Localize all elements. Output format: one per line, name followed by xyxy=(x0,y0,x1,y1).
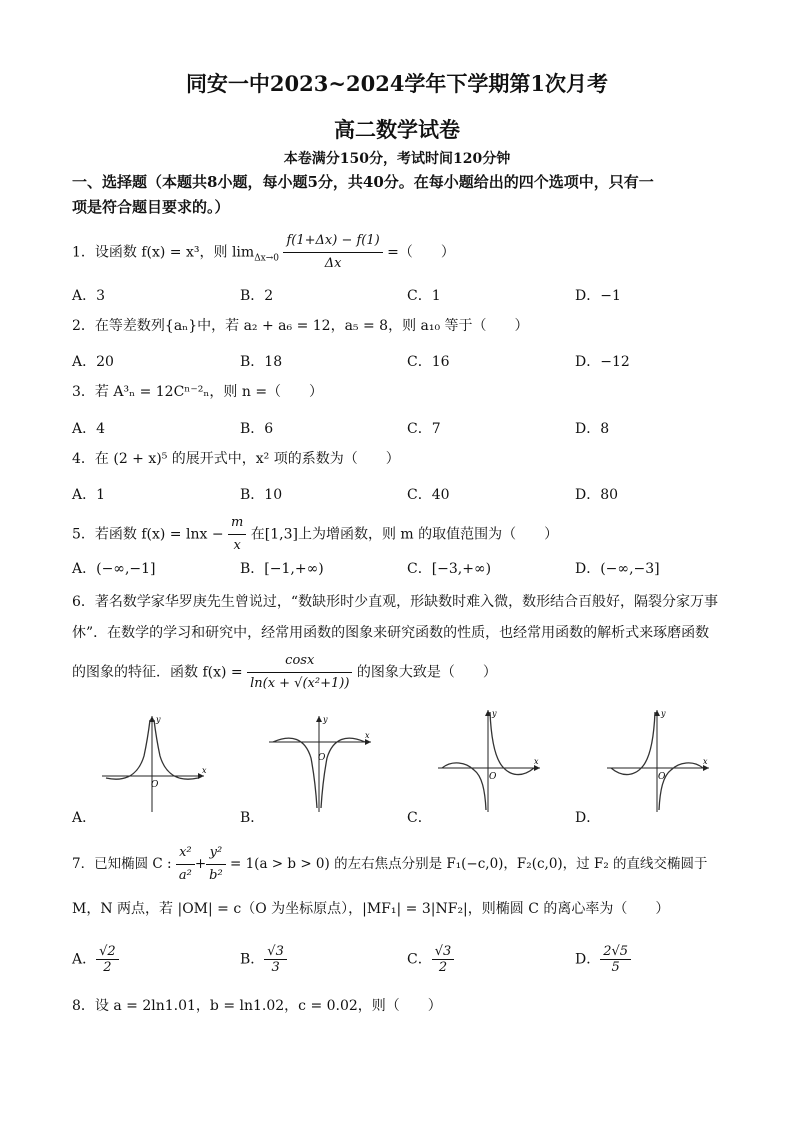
q2-option-c[interactable]: C．16 xyxy=(407,354,450,370)
q6-graph-d[interactable] xyxy=(603,706,715,816)
question-7-line2: M，N 两点，若 |OM| = c（O 为坐标原点），|MF₁| = 3|NF₂|，则椭圆 C 的离心率为（ ） xyxy=(72,901,670,917)
y-arrow-icon xyxy=(316,716,322,722)
q4-option-c[interactable]: C．40 xyxy=(407,487,450,503)
q1-fraction xyxy=(283,230,382,275)
exam-title: 同安一中2023~2024学年下学期第1次月考 xyxy=(185,71,609,96)
q1-option-c[interactable]: C．1 xyxy=(407,288,441,304)
q1-option-a[interactable]: A．3 xyxy=(72,288,106,304)
question-5 xyxy=(72,512,732,557)
question-6-line3 xyxy=(72,650,732,695)
x-label: x xyxy=(202,766,207,775)
q5-suffix: 在[1,3]上为增函数，则 m 的取值范围为（ ） xyxy=(250,526,559,543)
q7-c-label: C． xyxy=(407,951,432,968)
q7-option-a[interactable] xyxy=(72,944,119,975)
q7-d-fraction xyxy=(600,944,631,975)
q7-fraction-y xyxy=(206,842,226,887)
q6-num: cosx xyxy=(247,650,352,673)
q7-a-fraction xyxy=(96,944,119,975)
q7-b-num: √3 xyxy=(264,944,287,960)
question-8: 8．设 a = 2ln1.01，b = ln1.02，c = 0.02，则（ ） xyxy=(72,998,442,1014)
origin-label: O xyxy=(489,772,497,782)
q7-den2: b² xyxy=(209,868,223,883)
q7-prefix: 7．已知椭圆 C : xyxy=(72,856,172,872)
origin-label: O xyxy=(658,772,666,782)
q5-option-d[interactable]: D．(−∞,−3] xyxy=(575,561,660,577)
q7-c-num: √3 xyxy=(432,944,455,960)
y-label: y xyxy=(323,715,328,724)
curve-right xyxy=(154,720,198,779)
curve-left xyxy=(611,712,655,775)
q6-graph-c[interactable] xyxy=(434,706,546,816)
curve-left xyxy=(273,738,317,808)
q5-num: m xyxy=(228,512,246,535)
q7-d-den: 5 xyxy=(611,960,620,975)
q7-d-num: 2√5 xyxy=(600,944,631,960)
q5-option-b[interactable]: B．[−1,+∞) xyxy=(240,561,324,577)
q6-option-c[interactable]: C． xyxy=(407,810,432,826)
q1-num: f(1+Δx) − f(1) xyxy=(283,230,382,253)
q7-option-c[interactable] xyxy=(407,944,454,975)
q3-option-a[interactable]: A．4 xyxy=(72,421,106,437)
q7-fraction-x xyxy=(176,842,195,887)
q7-option-d[interactable] xyxy=(575,944,631,975)
curve-right xyxy=(659,763,703,810)
question-6-line1: 6．著名数学家华罗庚先生曾说过，“数缺形时少直观，形缺数时难入微，数形结合百般好，隔裂分家万事 xyxy=(72,594,719,610)
q7-num1: x² xyxy=(176,842,195,865)
q7-option-b[interactable] xyxy=(240,944,287,975)
q5-option-a[interactable]: A．(−∞,−1] xyxy=(72,561,156,577)
q7-b-fraction xyxy=(264,944,287,975)
q5-prefix: 5．若函数 f(x) = lnx − xyxy=(72,526,224,543)
q7-a-label: A． xyxy=(72,951,97,968)
question-1 xyxy=(72,230,732,275)
curve-left xyxy=(106,720,150,779)
q1-limit-sub: Δx→0 xyxy=(254,253,280,264)
curve-right xyxy=(321,738,365,808)
q6-suffix: 的图象大致是（ ） xyxy=(356,664,497,681)
q4-option-b[interactable]: B．10 xyxy=(240,487,283,503)
q7-c-den: 2 xyxy=(438,960,448,975)
q7-a-den: 2 xyxy=(103,960,112,975)
origin-label: O xyxy=(318,753,326,763)
q6-graph-a[interactable] xyxy=(98,712,210,816)
q6-graph-b[interactable] xyxy=(265,712,377,816)
curve-right xyxy=(490,712,534,775)
question-7-line1 xyxy=(72,842,732,887)
q7-b-den: 3 xyxy=(271,960,280,975)
question-6-line2: 休”．在数学的学习和研究中，经常用函数的图象来研究函数的性质，也经常用函数的解析式来琢磨函数 xyxy=(72,625,710,641)
q6-option-d[interactable]: D． xyxy=(575,810,601,826)
exam-note: 本卷满分150分，考试时间120分钟 xyxy=(283,151,511,167)
question-2: 2．在等差数列{aₙ}中，若 a₂ + a₆ = 12，a₅ = 8，则 a₁₀ 等于（ ） xyxy=(72,318,529,334)
section-heading-line2: 项是符合题目要求的。） xyxy=(72,198,230,216)
y-label: y xyxy=(492,709,497,718)
q1-option-d[interactable]: D．−1 xyxy=(575,288,621,304)
q2-option-b[interactable]: B．18 xyxy=(240,354,283,370)
q2-option-d[interactable]: D．−12 xyxy=(575,354,630,370)
q6-option-a[interactable]: A． xyxy=(72,810,97,826)
x-label: x xyxy=(703,757,708,766)
q6-prefix: 的图象的特征．函数 f(x) = xyxy=(72,664,243,681)
q6-option-b[interactable]: B． xyxy=(240,810,265,826)
q1-den: Δx xyxy=(324,256,342,271)
y-label: y xyxy=(156,715,161,724)
q1-option-b[interactable]: B．2 xyxy=(240,288,274,304)
question-4: 4．在 (2 + x)⁵ 的展开式中，x² 项的系数为（ ） xyxy=(72,451,400,467)
q7-a-num: √2 xyxy=(96,944,119,960)
q5-option-c[interactable]: C．[−3,+∞) xyxy=(407,561,492,577)
q7-suffix: = 1(a > b > 0) 的左右焦点分别是 F₁(−c,0)，F₂(c,0)，过 F₂ 的直线交椭圆于 xyxy=(229,856,708,872)
origin-label: O xyxy=(151,780,159,790)
x-label: x xyxy=(534,757,539,766)
q7-b-label: B． xyxy=(240,951,265,968)
q6-den: ln(x + √(x²+1)) xyxy=(250,676,350,691)
q3-option-b[interactable]: B．6 xyxy=(240,421,274,437)
question-3: 3．若 A³ₙ = 12Cⁿ⁻²ₙ，则 n =（ ） xyxy=(72,384,324,400)
q5-den: x xyxy=(233,538,241,553)
q7-plus: + xyxy=(194,856,207,872)
q7-d-label: D． xyxy=(575,951,601,968)
section-heading-line1: 一、选择题（本题共8小题，每小题5分，共40分。在每小题给出的四个选项中，只有一 xyxy=(72,173,654,191)
exam-subtitle: 高二数学试卷 xyxy=(334,117,460,142)
q7-num2: y² xyxy=(206,842,226,865)
q1-suffix: =（ ） xyxy=(387,244,455,261)
q4-option-d[interactable]: D．80 xyxy=(575,487,619,503)
q7-c-fraction xyxy=(432,944,455,975)
q3-option-d[interactable]: D．8 xyxy=(575,421,610,437)
q4-option-a[interactable]: A．1 xyxy=(72,487,106,503)
q5-fraction xyxy=(228,512,246,557)
q7-den1: a² xyxy=(178,868,192,883)
q6-fraction xyxy=(247,650,352,695)
curve-left xyxy=(442,763,486,810)
x-label: x xyxy=(365,731,370,740)
y-label: y xyxy=(661,709,666,718)
q2-option-a[interactable]: A．20 xyxy=(72,354,114,370)
q1-prefix: 1．设函数 f(x) = x³，则 lim xyxy=(72,244,255,261)
q3-option-c[interactable]: C．7 xyxy=(407,421,441,437)
